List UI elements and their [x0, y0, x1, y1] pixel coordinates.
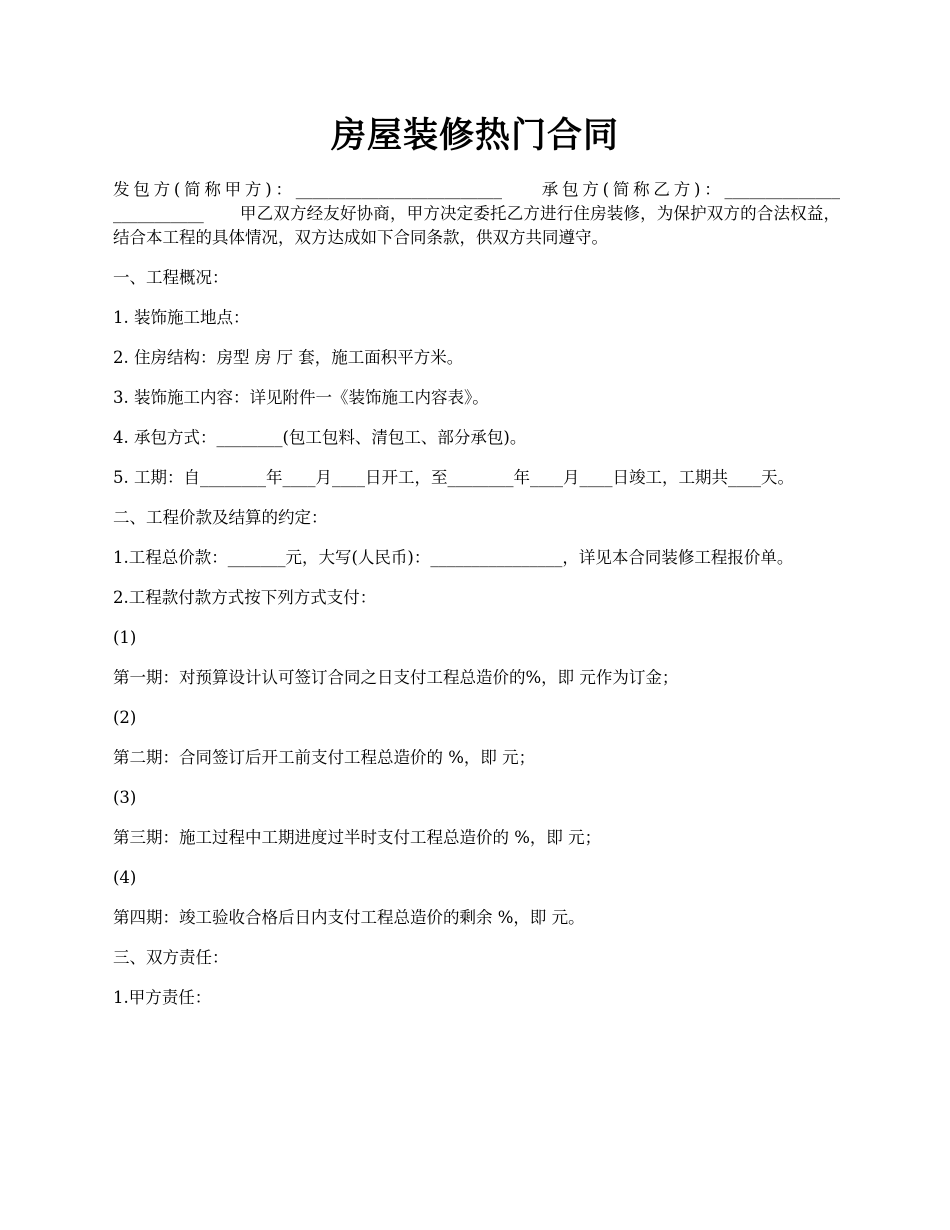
payment-item-number: (4): [113, 868, 137, 887]
intro-paragraph: [113, 178, 840, 250]
payment-item-number: (1): [113, 628, 137, 647]
clause-content: 3. 装饰施工内容：详见附件一《装饰施工内容表》。: [113, 388, 489, 407]
clause-payment-method: 2.工程款付款方式按下列方式支付：: [113, 588, 377, 607]
party-b-line: 承包方(简称乙方)：______________ ___________: [113, 180, 841, 223]
document-body: [113, 178, 840, 1026]
clause-party-a-responsibility: 1.甲方责任：: [113, 988, 212, 1007]
payment-phase-2: 第二期：合同签订后开工前支付工程总造价的 %，即 元；: [113, 748, 536, 767]
clause-contract-method: 4. 承包方式：________(包工包料、清包工、部分承包)。: [113, 428, 527, 447]
clause-structure: 2. 住房结构：房型 房 厅 套，施工面积平方米。: [113, 348, 464, 367]
payment-phase-3: 第三期：施工过程中工期进度过半时支付工程总造价的 %，即 元；: [113, 828, 602, 847]
payment-item-number: (3): [113, 788, 137, 807]
section-heading-responsibilities: 三、双方责任：: [113, 948, 229, 967]
clause-total-price: 1.工程总价款：_______元，大写(人民币)：________________，详见本合同装修工程报价单。: [113, 548, 794, 567]
payment-phase-4: 第四期：竣工验收合格后日内支付工程总造价的剩余 %，即 元。: [113, 908, 585, 927]
intro-text: 甲乙双方经友好协商，甲方决定委托乙方进行住房装修，为保护双方的合法权益，结合本工程的具体情况，双方达成如下合同条款，供双方共同遵守。: [113, 204, 840, 247]
section-heading-overview: 一、工程概况：: [113, 268, 229, 287]
document-title: 房屋装修热门合同: [330, 115, 619, 156]
clause-location: 1. 装饰施工地点：: [113, 308, 250, 327]
payment-phase-1: 第一期：对预算设计认可签订合同之日支付工程总造价的%，即 元作为订金；: [113, 668, 679, 687]
clause-duration: 5. 工期：自________年____月____日开工，至________年____月____日竣工，工期共____天。: [113, 468, 794, 487]
party-a-line: 发包方(简称甲方)：_________________________: [113, 180, 502, 199]
section-heading-price: 二、工程价款及结算的约定：: [113, 508, 328, 527]
payment-item-number: (2): [113, 708, 137, 727]
